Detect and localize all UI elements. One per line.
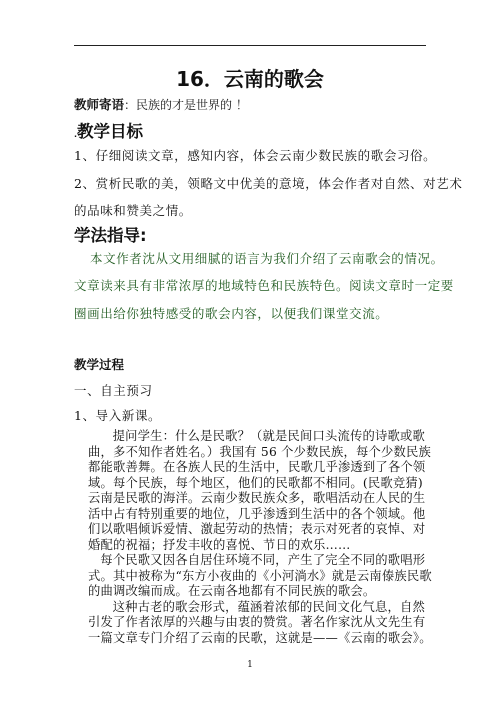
process-heading: 教学过程 [74,357,125,372]
teacher-motto [74,95,248,113]
goal-item-1: 1、仔细阅读文章，感知内容，体会云南少数民族的歌会习俗。 [74,148,437,163]
section-heading-goals [74,118,143,142]
intro-paragraph-1: 提问学生：什么是民歌？（就是民间口头流传的诗歌或歌曲，多不知作者姓名。）我国有 56 个少数民族，每个少数民族都能歌善舞。在各族人民的生活中，民歌几乎渗透到了各个领域。每个民族，每个地区，他们的民歌都不相同。(民歌竞猜) 云南是民歌的海洋。云南少数民族众多，歌唱活动在人民的生活中占有特别重要的地位，几乎渗透到生活中的各个领域。他们以歌唱倾诉爱情、激起劳动的热情；表示对死者的哀悼、对婚配的祝福；抒发丰收的喜悦、节日的欢乐…… [88,429,448,552]
goal-item-2-cont: 的品味和赞美之情。 [74,203,192,218]
motto-text: ：民族的才是世界的 ！ [124,98,248,112]
intro-paragraph-2: 每个民歌又因各自居住环境不同，产生了完全不同的歌唱形式。其中被称为“东方小夜曲的《小河淌水》就是云南傣族民歌的曲调改编而成。在云南各地都有不同民族的歌会。 [88,553,432,598]
intro-paragraphs [88,429,448,646]
method-line-3: 圈画出给你独特感受的歌会内容，以便我们课堂交流。 [74,306,389,321]
process-step-1-1: 1、导入新课。 [74,408,162,423]
motto-label: 教师寄语 [74,97,125,112]
goal-item-2: 2、赏析民歌的美，领略文中优美的意境，体会作者对自然、对艺术 [74,176,463,191]
page-title: 16．云南的歌会 [176,67,324,91]
process-step-1: 一、自主预习 [74,383,153,398]
page-number: 1 [247,660,253,670]
method-line-1: 本文作者沈从文用细腻的语言为我们介绍了云南歌会的情况。 [90,251,444,266]
method-line-2: 文章读来具有非常浓厚的地域特色和民族特色。阅读文章时一定要 [74,278,454,293]
section-heading-method: 学法指导: [74,226,147,245]
goals-heading-text: 教学目标 [77,122,144,141]
header-rule [74,45,426,46]
intro-paragraph-3: 这种古老的歌会形式，蕴涵着浓郁的民间文化气息，自然引发了作者浓厚的兴趣与由衷的赞赏。著名作家沈从文先生有一篇文章专门介绍了云南的民歌，这就是——《云南的歌会》。 [88,599,432,645]
heading-mark: . [74,130,78,139]
